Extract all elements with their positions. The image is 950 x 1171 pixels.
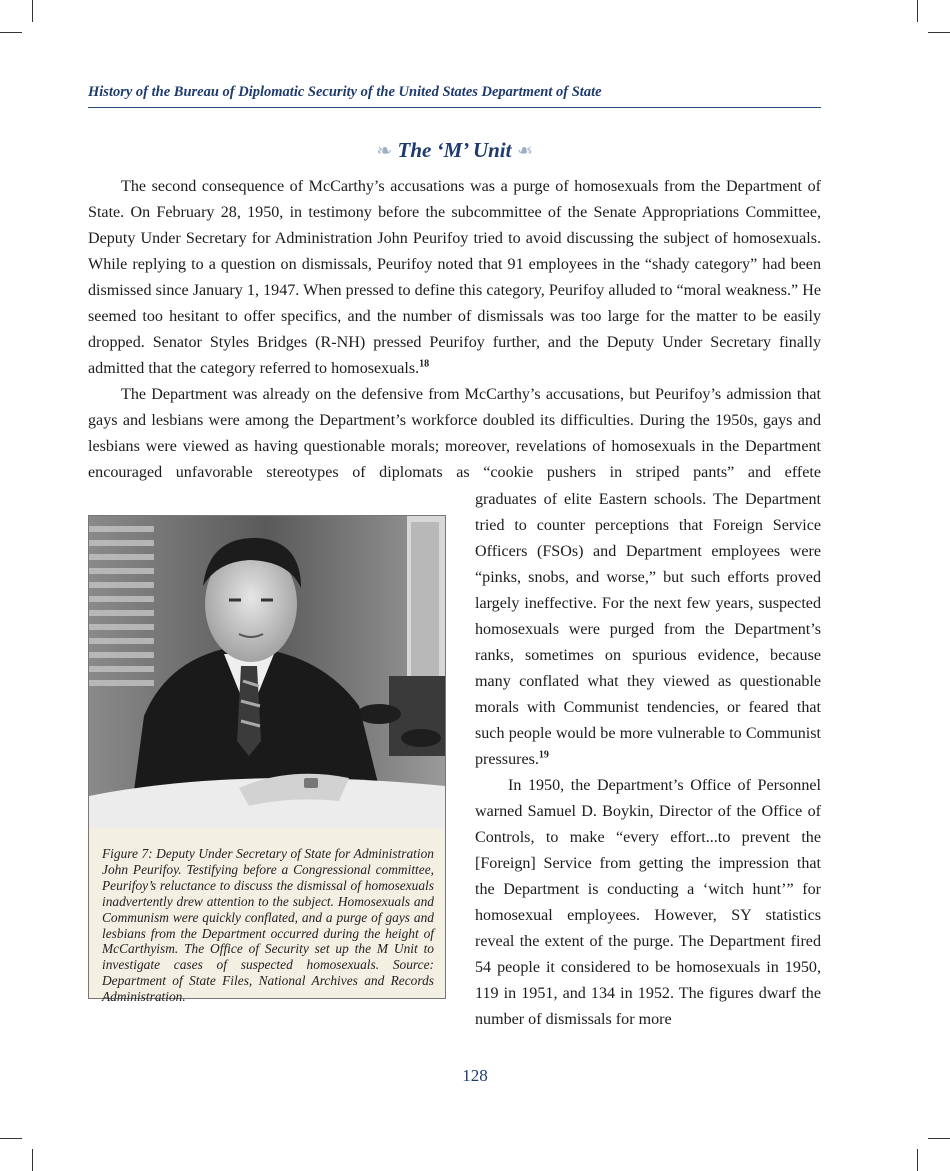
crop-mark	[928, 1138, 950, 1139]
right-column-text	[475, 487, 821, 1033]
footnote-ref: 18	[419, 358, 430, 370]
crop-mark	[32, 0, 33, 22]
crop-mark	[32, 1149, 33, 1171]
right-ornament-icon: ❧	[516, 141, 533, 162]
crop-mark	[0, 1138, 22, 1139]
left-ornament-icon: ❧	[376, 141, 393, 162]
crop-mark	[917, 1149, 918, 1171]
header-rule	[88, 107, 821, 108]
section-title-text: The ‘M’ Unit	[397, 138, 512, 162]
paragraph: The second consequence of McCarthy’s accusations was a purge of homosexuals from the Department of State. On February 28, 1950, in testimony before the subcommittee of the Senate Appropriations Committee, Deputy Under Secretary for Administration John Peurifoy tried to avoid discussing the subject of homosexuals. While replying to a question on dismissals, Peurifoy noted that 91 employees in the “shady category” had been dismissed since January 1, 1947. When pressed to define this category, Peurifoy alluded to “moral weakness.” He seemed too hesitant to offer specifics, and the number of dismissals was too large for the matter to be easily dropped. Senator Styles Bridges (R-NH) pressed Peurifoy further, and the Deputy Under Secretary finally admitted that the category referred to homosexuals.$^{18}$	[88, 178, 821, 377]
crop-mark	[0, 32, 22, 33]
section-title	[88, 138, 821, 163]
running-header: History of the Bureau of Diplomatic Security of the United States Department of State	[88, 84, 602, 100]
portrait-photo	[89, 516, 445, 828]
crop-mark	[917, 0, 918, 22]
figure-caption: Figure 7: Deputy Under Secretary of State for Administration John Peurifoy. Testifying before a Congressional committee, Peurifoy’s reluctance to discuss the dismissal of homosexuals inadvertently drew attention to the subject. Homosexuals and Communism were quickly conflated, and a purge of gays and lesbians from the Department occurred during the height of McCarthyism. The Office of Security set up the M Unit to investigate cases of suspected homosexuals. Source: Department of State Files, National Archives and Records Administration.	[102, 846, 434, 1005]
page-number: 128	[462, 1066, 488, 1085]
paragraph: The Department was already on the defensive from McCarthy’s accusations, but Peurifoy’s admission that gays and lesbians were among the Department’s workforce doubled its difficulties. During the 1950s, gays and lesbians were viewed as having questionable morals; moreover, revelations of homosexuals in the Department encouraged unfavorable stereotypes of diplomats as “cookie pushers in striped pants” and effete	[88, 386, 821, 481]
crop-mark	[928, 32, 950, 33]
figure	[88, 515, 446, 1005]
full-width-text	[88, 174, 821, 486]
footnote-ref: 19	[538, 749, 549, 761]
paragraph: graduates of elite Eastern schools. The Department tried to counter perceptions that Foreign Service Officers (FSOs) and Department employees were “pinks, snobs, and worse,” but such efforts proved largely ineffective. For the next few years, suspected homosexuals were purged from the Department’s ranks, sometimes on spurious evidence, because many conflated what they viewed as questionable morals with Communist tendencies, or feared that such people would be more vulnerable to Communist pressures.$^{19}$	[475, 491, 821, 768]
paragraph: In 1950, the Department’s Office of Personnel warned Samuel D. Boykin, Director of the Office of Controls, to make “every effort...to prevent the [Foreign] Service from getting the impression that the Department is conducting a ‘witch hunt’” for homosexual employees. However, SY statistics reveal the extent of the purge. The Department fired 54 people it considered to be homosexuals in 1950, 119 in 1951, and 134 in 1952. The figures dwarf the number of dismissals for more	[475, 777, 821, 1028]
